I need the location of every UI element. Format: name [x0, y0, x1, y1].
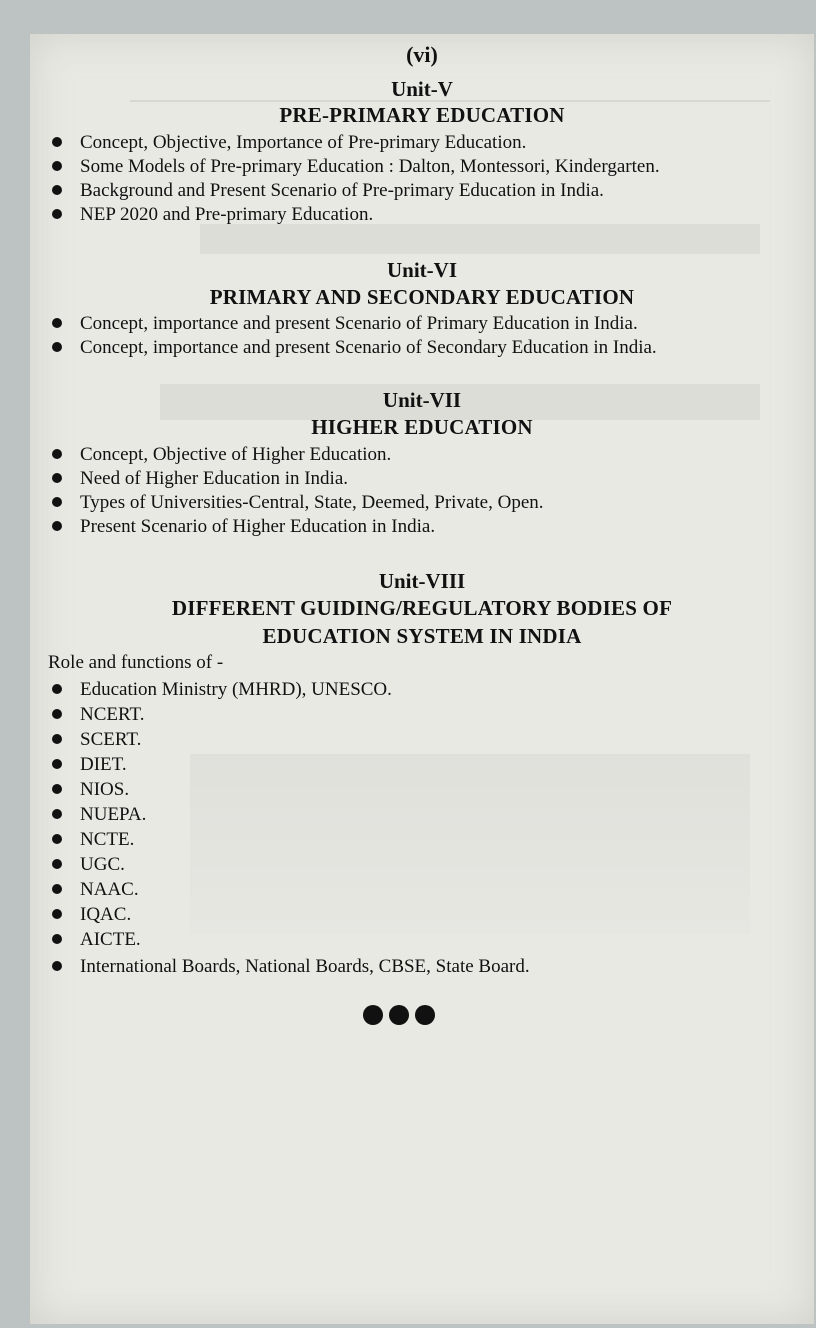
end-ornament — [7, 1005, 791, 1030]
bullet-icon — [52, 961, 62, 971]
list-item: Concept, importance and present Scenario of Primary Education in India. — [52, 313, 638, 335]
unit-title: HIGHER EDUCATION — [311, 415, 533, 439]
ornament-dot-icon — [415, 1005, 435, 1025]
bullet-icon — [52, 884, 62, 894]
bullet-icon — [52, 342, 62, 352]
syllabus-content — [30, 34, 814, 1324]
bullet-icon — [52, 734, 62, 744]
list-item: International Boards, National Boards, CBSE, State Board. — [52, 956, 530, 978]
bullet-icon — [52, 209, 62, 219]
unit-title-line2: EDUCATION SYSTEM IN INDIA — [262, 624, 582, 648]
list-item: DIET. — [52, 754, 127, 776]
list-item: Concept, importance and present Scenario of Secondary Education in India. — [52, 337, 657, 359]
ornament-dot-icon — [363, 1005, 383, 1025]
list-item: NUEPA. — [52, 804, 146, 826]
list-item: Concept, Objective of Higher Education. — [52, 444, 391, 466]
list-item: UGC. — [52, 854, 125, 876]
page-number: (vi) — [406, 42, 438, 67]
list-item: NEP 2020 and Pre-primary Education. — [52, 204, 373, 226]
list-item: Background and Present Scenario of Pre-primary Education in India. — [52, 180, 604, 202]
list-item: AICTE. — [52, 929, 141, 951]
bullet-icon — [52, 185, 62, 195]
bullet-icon — [52, 759, 62, 769]
book-page — [30, 34, 814, 1324]
bullet-icon — [52, 137, 62, 147]
bullet-icon — [52, 784, 62, 794]
bullet-icon — [52, 834, 62, 844]
bullet-icon — [52, 161, 62, 171]
list-item: Education Ministry (MHRD), UNESCO. — [52, 679, 392, 701]
unit-label: Unit-VIII — [378, 569, 466, 593]
list-item: Some Models of Pre-primary Education : Dalton, Montessori, Kindergarten. — [52, 156, 660, 178]
bullet-icon — [52, 709, 62, 719]
bullet-icon — [52, 809, 62, 819]
list-item: NCERT. — [52, 704, 144, 726]
ornament-dot-icon — [389, 1005, 409, 1025]
unit-label: Unit-VI — [386, 258, 457, 282]
unit-label: Unit-V — [391, 77, 453, 101]
unit-label: Unit-VII — [382, 388, 462, 412]
unit-title: PRIMARY AND SECONDARY EDUCATION — [209, 285, 635, 309]
list-item: NCTE. — [52, 829, 134, 851]
bullet-icon — [52, 859, 62, 869]
list-item: Present Scenario of Higher Education in India. — [52, 516, 435, 538]
list-item: SCERT. — [52, 729, 141, 751]
list-item: Need of Higher Education in India. — [52, 468, 348, 490]
bullet-icon — [52, 318, 62, 328]
bullet-icon — [52, 684, 62, 694]
bullet-icon — [52, 934, 62, 944]
list-item: NAAC. — [52, 879, 139, 901]
unit-title-line1: DIFFERENT GUIDING/REGULATORY BODIES OF — [171, 596, 673, 620]
list-item: NIOS. — [52, 779, 129, 801]
list-item: Concept, Objective, Importance of Pre-primary Education. — [52, 132, 526, 154]
bullet-icon — [52, 521, 62, 531]
bullet-icon — [52, 497, 62, 507]
list-item: Types of Universities-Central, State, Deemed, Private, Open. — [52, 492, 544, 514]
bullet-icon — [52, 473, 62, 483]
unit-title: PRE-PRIMARY EDUCATION — [279, 103, 565, 127]
intro-text: Role and functions of - — [48, 652, 224, 673]
bullet-icon — [52, 909, 62, 919]
list-item: IQAC. — [52, 904, 131, 926]
bullet-icon — [52, 449, 62, 459]
